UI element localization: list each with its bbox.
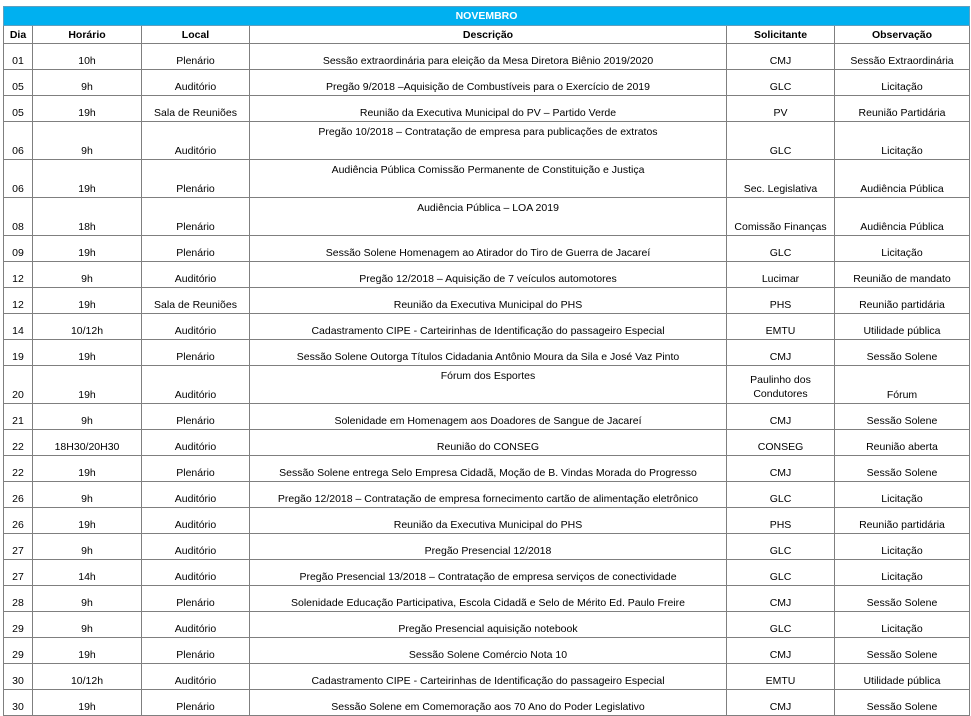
- cell-descricao: Reunião da Executiva Municipal do PV – Partido Verde: [250, 96, 727, 122]
- cell-dia: 09: [4, 236, 33, 262]
- cell-dia: 19: [4, 340, 33, 366]
- cell-solicitante: Sec. Legislativa: [727, 160, 835, 198]
- cell-observacao: Licitação: [835, 612, 970, 638]
- cell-observacao: Licitação: [835, 534, 970, 560]
- cell-horario: 9h: [33, 70, 142, 96]
- cell-horario: 9h: [33, 262, 142, 288]
- table-row: [4, 314, 970, 340]
- cell-descricao: Sessão Solene Comércio Nota 10: [250, 638, 727, 664]
- cell-horario: 9h: [33, 612, 142, 638]
- cell-local: Auditório: [142, 262, 250, 288]
- table-row: [4, 70, 970, 96]
- cell-descricao: Audiência Pública Comissão Permanente de Constituição e Justiça: [250, 160, 727, 198]
- cell-horario: 9h: [33, 482, 142, 508]
- cell-solicitante: CMJ: [727, 404, 835, 430]
- cell-solicitante: GLC: [727, 482, 835, 508]
- cell-descricao: Pregão 12/2018 – Contratação de empresa fornecimento cartão de alimentação eletrônico: [250, 482, 727, 508]
- cell-descricao: Reunião da Executiva Municipal do PHS: [250, 288, 727, 314]
- cell-horario: 14h: [33, 560, 142, 586]
- cell-observacao: Licitação: [835, 560, 970, 586]
- table-row: [4, 366, 970, 404]
- cell-observacao: Sessão Solene: [835, 586, 970, 612]
- cell-descricao: Solenidade em Homenagem aos Doadores de Sangue de Jacareí: [250, 404, 727, 430]
- cell-descricao: Sessão extraordinária para eleição da Mesa Diretora Biênio 2019/2020: [250, 44, 727, 70]
- cell-dia: 22: [4, 456, 33, 482]
- cell-observacao: Sessão Solene: [835, 638, 970, 664]
- schedule-sheet: [3, 6, 969, 716]
- table-row: [4, 44, 970, 70]
- cell-horario: 19h: [33, 638, 142, 664]
- cell-local: Auditório: [142, 560, 250, 586]
- table-row: [4, 456, 970, 482]
- table-row: [4, 404, 970, 430]
- cell-dia: 30: [4, 664, 33, 690]
- cell-solicitante: GLC: [727, 560, 835, 586]
- cell-local: Auditório: [142, 664, 250, 690]
- cell-solicitante: EMTU: [727, 664, 835, 690]
- cell-local: Plenário: [142, 198, 250, 236]
- cell-solicitante: GLC: [727, 236, 835, 262]
- cell-local: Plenário: [142, 586, 250, 612]
- cell-dia: 05: [4, 96, 33, 122]
- cell-solicitante: CMJ: [727, 690, 835, 716]
- cell-descricao: Pregão Presencial 12/2018: [250, 534, 727, 560]
- cell-dia: 08: [4, 198, 33, 236]
- cell-local: Auditório: [142, 430, 250, 456]
- cell-horario: 19h: [33, 96, 142, 122]
- cell-observacao: Licitação: [835, 482, 970, 508]
- cell-local: Auditório: [142, 534, 250, 560]
- cell-horario: 10h: [33, 44, 142, 70]
- cell-descricao: Audiência Pública – LOA 2019: [250, 198, 727, 236]
- cell-observacao: Audiência Pública: [835, 160, 970, 198]
- table-row: [4, 534, 970, 560]
- cell-solicitante: PHS: [727, 288, 835, 314]
- table-row: [4, 690, 970, 716]
- cell-solicitante: GLC: [727, 534, 835, 560]
- header-horario: Horário: [33, 26, 142, 44]
- cell-local: Plenário: [142, 404, 250, 430]
- cell-observacao: Reunião Partidária: [835, 96, 970, 122]
- cell-solicitante: CMJ: [727, 44, 835, 70]
- cell-solicitante: CMJ: [727, 340, 835, 366]
- schedule-table: [3, 6, 970, 716]
- cell-descricao: Sessão Solene em Comemoração aos 70 Ano do Poder Legislativo: [250, 690, 727, 716]
- cell-horario: 9h: [33, 122, 142, 160]
- cell-dia: 12: [4, 288, 33, 314]
- cell-observacao: Utilidade pública: [835, 314, 970, 340]
- cell-dia: 05: [4, 70, 33, 96]
- cell-descricao: Solenidade Educação Participativa, Escola Cidadã e Selo de Mérito Ed. Paulo Freire: [250, 586, 727, 612]
- header-observacao: Observação: [835, 26, 970, 44]
- cell-horario: 19h: [33, 160, 142, 198]
- cell-dia: 26: [4, 508, 33, 534]
- cell-solicitante: CMJ: [727, 456, 835, 482]
- cell-observacao: Reunião partidária: [835, 288, 970, 314]
- cell-horario: 19h: [33, 236, 142, 262]
- cell-dia: 27: [4, 560, 33, 586]
- cell-dia: 14: [4, 314, 33, 340]
- cell-horario: 9h: [33, 586, 142, 612]
- header-descricao: Descrição: [250, 26, 727, 44]
- cell-local: Sala de Reuniões: [142, 96, 250, 122]
- header-solicitante: Solicitante: [727, 26, 835, 44]
- cell-observacao: Licitação: [835, 70, 970, 96]
- table-row: [4, 160, 970, 198]
- cell-descricao: Reunião da Executiva Municipal do PHS: [250, 508, 727, 534]
- cell-horario: 19h: [33, 508, 142, 534]
- header-row: [4, 26, 970, 44]
- cell-dia: 06: [4, 160, 33, 198]
- cell-descricao: Fórum dos Esportes: [250, 366, 727, 404]
- cell-local: Plenário: [142, 44, 250, 70]
- cell-horario: 10/12h: [33, 664, 142, 690]
- cell-observacao: Reunião partidária: [835, 508, 970, 534]
- cell-descricao: Reunião do CONSEG: [250, 430, 727, 456]
- cell-solicitante: CONSEG: [727, 430, 835, 456]
- cell-solicitante: PV: [727, 96, 835, 122]
- cell-dia: 21: [4, 404, 33, 430]
- cell-local: Plenário: [142, 638, 250, 664]
- table-row: [4, 340, 970, 366]
- header-dia: Dia: [4, 26, 33, 44]
- cell-local: Auditório: [142, 314, 250, 340]
- cell-observacao: Reunião de mandato: [835, 262, 970, 288]
- cell-solicitante: GLC: [727, 70, 835, 96]
- cell-solicitante: Lucimar: [727, 262, 835, 288]
- cell-dia: 06: [4, 122, 33, 160]
- table-row: [4, 236, 970, 262]
- cell-dia: 29: [4, 612, 33, 638]
- table-row: [4, 430, 970, 456]
- cell-local: Auditório: [142, 508, 250, 534]
- cell-local: Plenário: [142, 456, 250, 482]
- cell-solicitante: GLC: [727, 612, 835, 638]
- cell-solicitante: PHS: [727, 508, 835, 534]
- cell-local: Auditório: [142, 482, 250, 508]
- cell-observacao: Audiência Pública: [835, 198, 970, 236]
- cell-local: Plenário: [142, 340, 250, 366]
- table-row: [4, 198, 970, 236]
- cell-observacao: Sessão Extraordinária: [835, 44, 970, 70]
- cell-solicitante: GLC: [727, 122, 835, 160]
- cell-observacao: Licitação: [835, 236, 970, 262]
- cell-local: Plenário: [142, 690, 250, 716]
- cell-solicitante: CMJ: [727, 638, 835, 664]
- cell-horario: 19h: [33, 340, 142, 366]
- cell-local: Auditório: [142, 366, 250, 404]
- table-row: [4, 612, 970, 638]
- cell-local: Sala de Reuniões: [142, 288, 250, 314]
- cell-local: Auditório: [142, 612, 250, 638]
- cell-descricao: Sessão Solene Outorga Títulos Cidadania Antônio Moura da Sila e José Vaz Pinto: [250, 340, 727, 366]
- cell-descricao: Sessão Solene entrega Selo Empresa Cidadã, Moção de B. Vindas Morada do Progresso: [250, 456, 727, 482]
- cell-dia: 22: [4, 430, 33, 456]
- cell-observacao: Utilidade pública: [835, 664, 970, 690]
- cell-descricao: Sessão Solene Homenagem ao Atirador do Tiro de Guerra de Jacareí: [250, 236, 727, 262]
- cell-dia: 20: [4, 366, 33, 404]
- month-title: NOVEMBRO: [4, 7, 970, 26]
- cell-dia: 29: [4, 638, 33, 664]
- table-row: [4, 560, 970, 586]
- cell-local: Auditório: [142, 70, 250, 96]
- cell-dia: 27: [4, 534, 33, 560]
- cell-horario: 9h: [33, 534, 142, 560]
- table-row: [4, 122, 970, 160]
- cell-horario: 18h: [33, 198, 142, 236]
- cell-horario: 19h: [33, 366, 142, 404]
- table-row: [4, 262, 970, 288]
- cell-descricao: Pregão 12/2018 – Aquisição de 7 veículos automotores: [250, 262, 727, 288]
- cell-observacao: Sessão Solene: [835, 404, 970, 430]
- cell-solicitante: Comissão Finanças: [727, 198, 835, 236]
- cell-horario: 18H30/20H30: [33, 430, 142, 456]
- cell-dia: 26: [4, 482, 33, 508]
- table-row: [4, 482, 970, 508]
- cell-solicitante: CMJ: [727, 586, 835, 612]
- cell-dia: 12: [4, 262, 33, 288]
- cell-descricao: Pregão Presencial 13/2018 – Contratação de empresa serviços de conectividade: [250, 560, 727, 586]
- cell-observacao: Licitação: [835, 122, 970, 160]
- cell-descricao: Cadastramento CIPE - Carteirinhas de Identificação do passageiro Especial: [250, 314, 727, 340]
- cell-observacao: Sessão Solene: [835, 456, 970, 482]
- cell-local: Auditório: [142, 122, 250, 160]
- cell-solicitante: EMTU: [727, 314, 835, 340]
- cell-horario: 19h: [33, 456, 142, 482]
- cell-horario: 10/12h: [33, 314, 142, 340]
- table-row: [4, 508, 970, 534]
- cell-local: Plenário: [142, 236, 250, 262]
- cell-observacao: Sessão Solene: [835, 340, 970, 366]
- cell-dia: 28: [4, 586, 33, 612]
- cell-descricao: Pregão 9/2018 –Aquisição de Combustíveis para o Exercício de 2019: [250, 70, 727, 96]
- header-local: Local: [142, 26, 250, 44]
- cell-dia: 01: [4, 44, 33, 70]
- cell-descricao: Cadastramento CIPE - Carteirinhas de Identificação do passageiro Especial: [250, 664, 727, 690]
- cell-observacao: Sessão Solene: [835, 690, 970, 716]
- cell-solicitante: Paulinho dos Condutores: [727, 366, 835, 404]
- schedule-body: [4, 44, 970, 716]
- table-row: [4, 96, 970, 122]
- cell-observacao: Fórum: [835, 366, 970, 404]
- cell-dia: 30: [4, 690, 33, 716]
- cell-horario: 19h: [33, 690, 142, 716]
- cell-horario: 9h: [33, 404, 142, 430]
- table-row: [4, 288, 970, 314]
- cell-observacao: Reunião aberta: [835, 430, 970, 456]
- cell-descricao: Pregão Presencial aquisição notebook: [250, 612, 727, 638]
- cell-descricao: Pregão 10/2018 – Contratação de empresa para publicações de extratos: [250, 122, 727, 160]
- table-row: [4, 638, 970, 664]
- month-title-row: [4, 7, 970, 26]
- table-row: [4, 586, 970, 612]
- cell-horario: 19h: [33, 288, 142, 314]
- cell-local: Plenário: [142, 160, 250, 198]
